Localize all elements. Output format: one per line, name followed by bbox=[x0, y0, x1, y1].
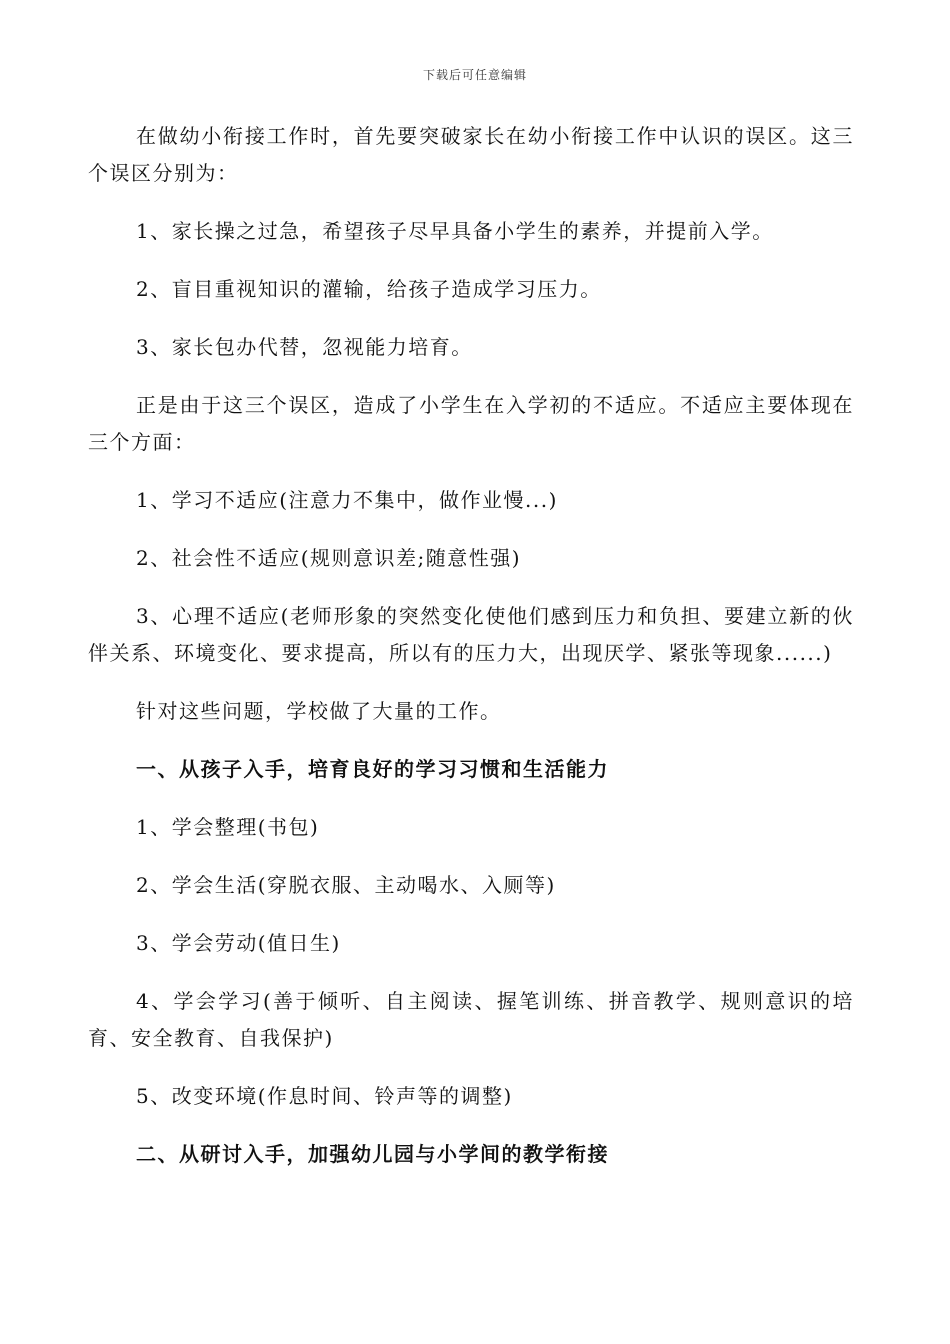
list-item: 3、学会劳动(值日生) bbox=[136, 931, 341, 955]
section-heading-2: 二、从研讨入手，加强幼儿园与小学间的教学衔接 bbox=[136, 1142, 609, 1166]
list-item: 4、学会学习(善于倾听、自主阅读、握笔训练、拼音教学、规则意识的培育、安全教育、自我保护) bbox=[88, 989, 854, 1050]
list-item: 1、学会整理(书包) bbox=[136, 815, 320, 839]
list-item: 2、社会性不适应(规则意识差;随意性强) bbox=[136, 546, 522, 570]
section-heading-1: 一、从孩子入手，培育良好的学习习惯和生活能力 bbox=[136, 757, 609, 781]
paragraph-intro: 在做幼小衔接工作时，首先要突破家长在幼小衔接工作中认识的误区。这三个误区分别为： bbox=[88, 124, 854, 185]
list-item: 1、学习不适应(注意力不集中，做作业慢...) bbox=[136, 488, 558, 512]
list-item: 3、家长包办代替，忽视能力培育。 bbox=[136, 335, 473, 359]
list-item: 2、盲目重视知识的灌输，给孩子造成学习压力。 bbox=[136, 277, 602, 301]
paragraph-school-work: 针对这些问题，学校做了大量的工作。 bbox=[136, 699, 502, 723]
list-item: 1、家长操之过急，希望孩子尽早具备小学生的素养，并提前入学。 bbox=[136, 219, 774, 243]
document-body bbox=[88, 118, 854, 1194]
list-item: 5、改变环境(作息时间、铃声等的调整) bbox=[136, 1084, 513, 1108]
list-item: 2、学会生活(穿脱衣服、主动喝水、入厕等) bbox=[136, 873, 556, 897]
paragraph-discomfort: 正是由于这三个误区，造成了小学生在入学初的不适应。不适应主要体现在三个方面： bbox=[88, 393, 854, 454]
page-header: 下载后可任意编辑 bbox=[422, 68, 527, 82]
list-item: 3、心理不适应(老师形象的突然变化使他们感到压力和负担、要建立新的伙伴关系、环境变化、要求提高，所以有的压力大，出现厌学、紧张等现象......) bbox=[88, 604, 854, 665]
